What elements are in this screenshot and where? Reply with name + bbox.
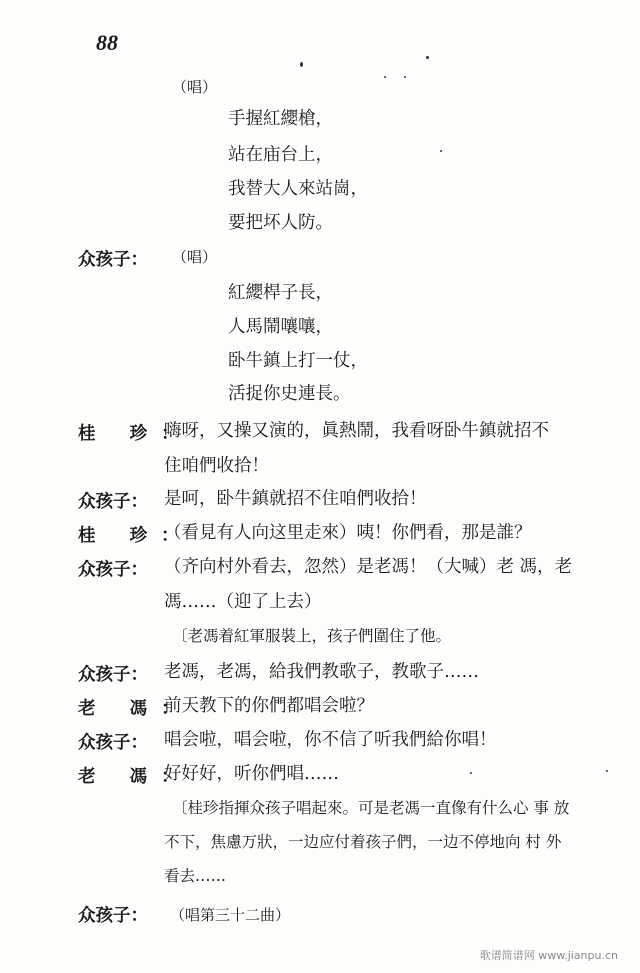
speaker-label: 桂 珍： [78,424,193,444]
dialogue-line: 住咱們收拾！ [164,456,269,476]
speaker-label: 众孩子： [78,733,148,753]
dialogue-line: （齐向村外看去，忽然）是老馮！（大喊）老 馮，老 [164,557,573,577]
lyric-line: 活捉你史連長。 [228,384,351,404]
lyric-line: 站在庙台上， [228,145,333,165]
print-speck [426,56,429,59]
dialogue-line: 馮……（迎了上去） [164,592,322,612]
page-number: 88 [96,30,118,55]
dialogue-line: 前天教下的你們都唱会啦？ [164,696,374,716]
stage-direction: 〔桂珍指揮众孩子唱起來。可是老馮一直像有什么心 事 放 [172,799,570,817]
print-speck [300,62,303,67]
dialogue-line: 好好好，听你們唱…… [164,764,339,784]
lyric-line: 卧牛鎮上打一仗， [228,351,368,371]
lyric-line: 紅纓桿子長， [228,283,333,303]
speaker-label: 老 馮： [78,699,193,719]
print-speck [470,772,472,774]
dialogue-line: 嗨呀，又操又演的，眞熱鬧，我看呀卧牛鎮就招不 [164,421,549,441]
stage-direction: 看去…… [164,867,227,885]
stage-direction: （唱第三十二曲） [170,906,291,924]
print-speck [440,150,442,152]
stage-direction: 〔老馮着紅軍服裝上，孩子們圍住了他。 [172,627,452,645]
lyric-line: 我替大人來站崗， [228,179,368,199]
speaker-label: 桂 珍： [78,526,193,546]
lyric-line: 要把坏人防。 [228,213,333,233]
speaker-label: 众孩子： [78,906,148,926]
speaker-label: 众孩子： [78,250,148,270]
stage-direction: 不下，焦慮万狀，一边应付着孩子們，一边不停地向 村 外 [164,833,562,851]
lyric-line: 人馬鬧嚷嚷， [228,317,333,337]
dialogue-line: 唱会啦，唱会啦，你不信了听我們給你唱！ [164,730,497,750]
lyric-line: 手握紅纓槍， [228,109,333,129]
dialogue-line: 是呵，卧牛鎮就招不住咱們收拾！ [164,489,427,509]
print-speck [606,770,608,772]
print-speck [404,76,406,78]
watermark: 歌谱简谱网 www.jianpu.cn [479,949,618,962]
stage-direction: （唱） [172,78,218,96]
dialogue-line: 老馮，老馮，給我們教歌子，教歌子…… [164,662,479,682]
dialogue-line: （看見有人向这里走來）咦！你們看，那是誰？ [164,523,532,543]
stage-direction: （唱） [172,248,218,266]
speaker-label: 老 馮： [78,767,193,787]
speaker-label: 众孩子： [78,492,148,512]
speaker-label: 众孩子： [78,665,148,685]
speaker-label: 众孩子： [78,560,148,580]
print-speck [384,76,386,78]
